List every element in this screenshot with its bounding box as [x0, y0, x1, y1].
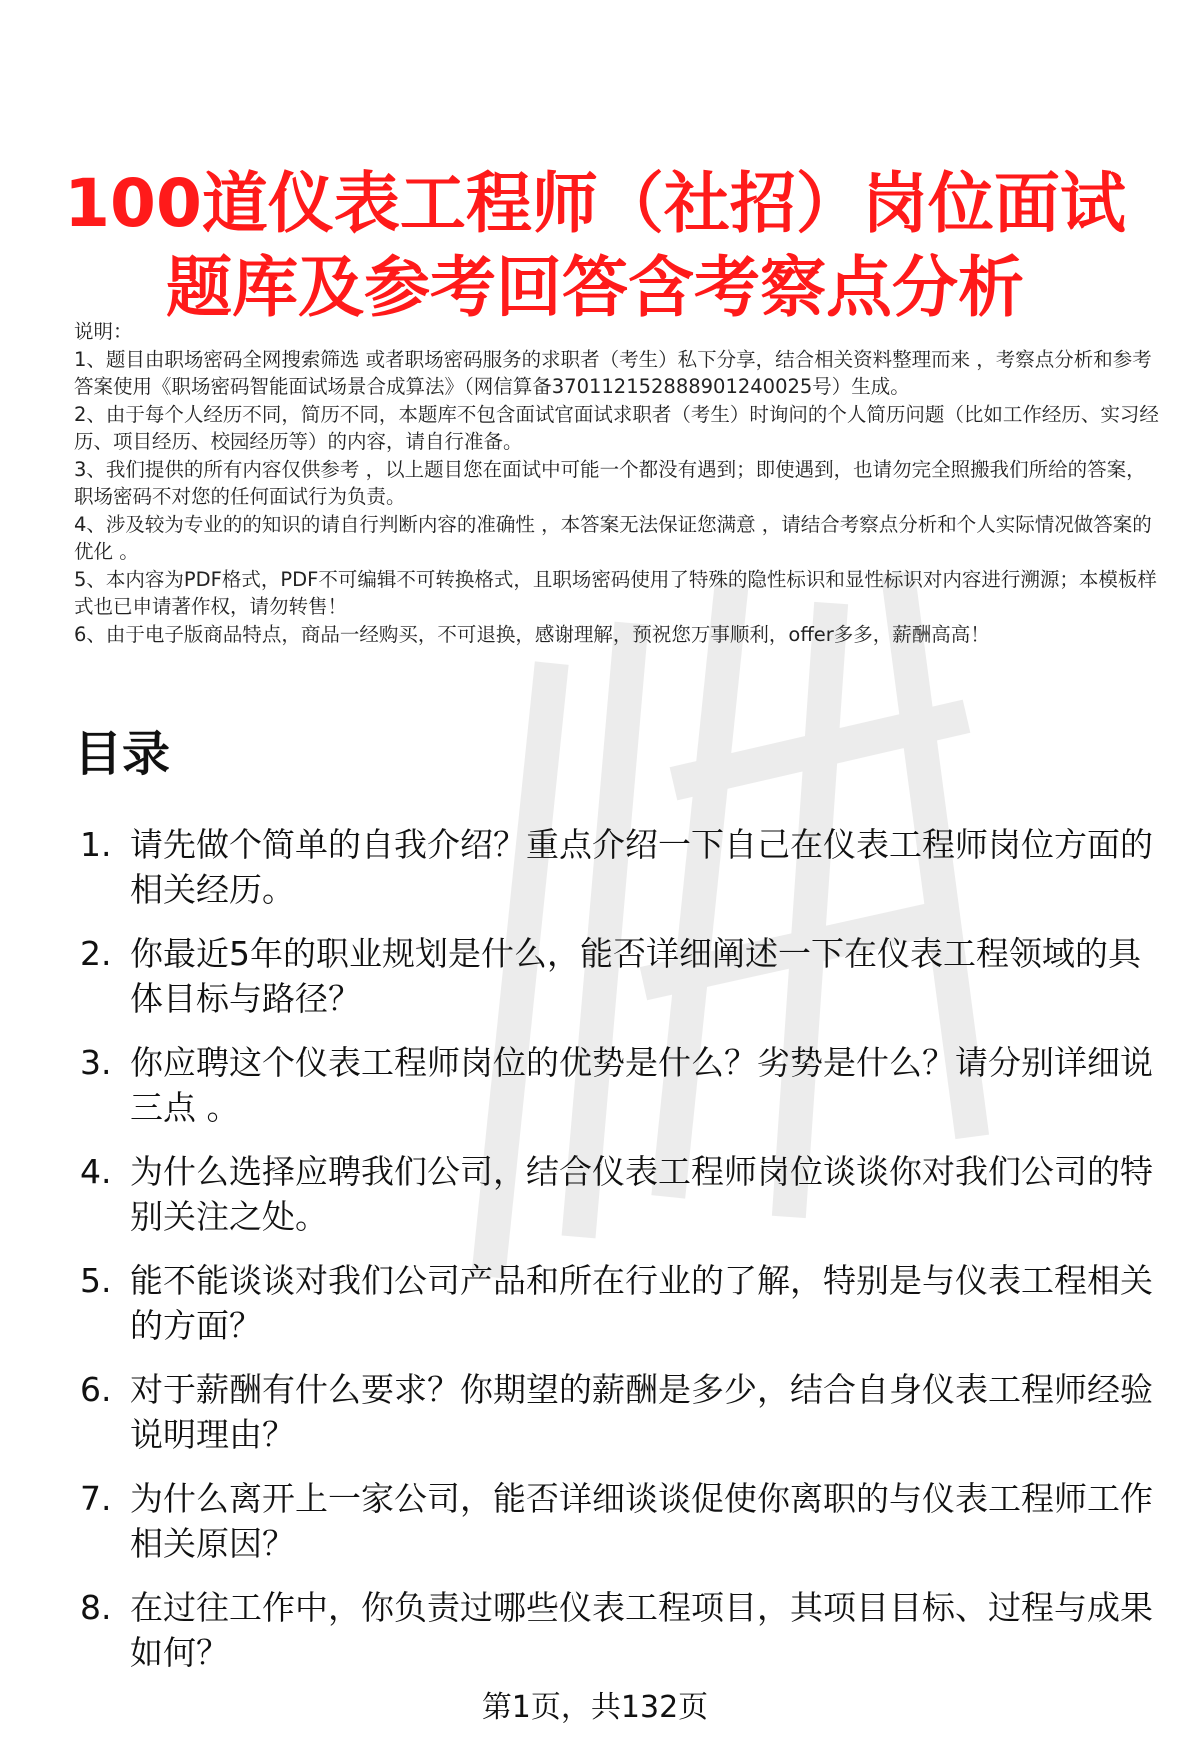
toc-item-number: 3.: [80, 1043, 112, 1082]
toc-item-text: 你应聘这个仪表工程师岗位的优势是什么？劣势是什么？请分别详细说三点 。: [130, 1043, 1153, 1127]
instruction-item-3: 3、我们提供的所有内容仅供参考 ，以上题目您在面试中可能一个都没有遇到；即使遇到，也请勿完全照搬我们所给的答案，职场密码不对您的任何面试行为负责。: [74, 457, 1146, 508]
instructions-heading: 说明：: [74, 320, 133, 343]
instructions-block: [74, 318, 1164, 648]
toc-item-text: 请先做个简单的自我介绍？重点介绍一下自己在仪表工程师岗位方面的相关经历。: [130, 825, 1153, 909]
title-line-1: 100道仪表工程师（社招）岗位面试: [64, 165, 1126, 243]
toc-item-text: 对于薪酬有什么要求？你期望的薪酬是多少，结合自身仪表工程师经验说明理由？: [130, 1370, 1153, 1454]
instruction-item-1: 1、题目由职场密码全网搜索筛选 或者职场密码服务的求职者（考生）私下分享，结合相关资料整理而来 ，考察点分析和参考答案使用《职场密码智能面试场景合成算法》（网信算备370112152888901240025号）生成。: [74, 347, 1152, 398]
toc-item[interactable]: [74, 822, 1166, 912]
document-title: [0, 162, 1190, 330]
toc-item-number: 4.: [80, 1152, 112, 1191]
toc-item-text: 能不能谈谈对我们公司产品和所在行业的了解，特别是与仪表工程相关的方面？: [130, 1261, 1153, 1345]
toc-item-number: 8.: [80, 1588, 112, 1627]
toc-item-number: 5.: [80, 1261, 112, 1300]
toc-item-number: 2.: [80, 934, 112, 973]
instruction-item-2: 2、由于每个人经历不同，简历不同，本题库不包含面试官面试求职者（考生）时询问的个人简历问题（比如工作经历、实习经历、项目经历、校园经历等）的内容，请自行准备。: [74, 402, 1159, 453]
instruction-item-4: 4、涉及较为专业的的知识的请自行判断内容的准确性 ，本答案无法保证您满意 ，请结合考察点分析和个人实际情况做答案的优化 。: [74, 512, 1152, 563]
toc-item[interactable]: [74, 1040, 1166, 1130]
toc-list: [74, 822, 1166, 1694]
toc-item-text: 为什么离开上一家公司，能否详细谈谈促使你离职的与仪表工程师工作相关原因？: [130, 1479, 1153, 1563]
toc-item[interactable]: [74, 1149, 1166, 1239]
toc-item[interactable]: [74, 931, 1166, 1021]
title-line-2: 题库及参考回答含考察点分析: [166, 249, 1024, 327]
toc-item-number: 6.: [80, 1370, 112, 1409]
toc-item[interactable]: [74, 1476, 1166, 1566]
toc-item-number: 1.: [80, 825, 112, 864]
toc-item-text: 在过往工作中，你负责过哪些仪表工程项目，其项目目标、过程与成果如何？: [130, 1588, 1153, 1672]
page-number: 第1页，共132页: [481, 1690, 709, 1725]
toc-item-text: 你最近5年的职业规划是什么，能否详细阐述一下在仪表工程领域的具体目标与路径？: [130, 934, 1141, 1018]
instruction-item-6: 6、由于电子版商品特点，商品一经购买，不可退换，感谢理解，预祝您万事顺利，offer多多，薪酬高高！: [74, 622, 990, 646]
toc-item[interactable]: [74, 1367, 1166, 1457]
toc-heading: 目录: [74, 726, 171, 782]
toc-item-text: 为什么选择应聘我们公司，结合仪表工程师岗位谈谈你对我们公司的特别关注之处。: [130, 1152, 1153, 1236]
toc-item-number: 7.: [80, 1479, 112, 1518]
instruction-item-5: 5、本内容为PDF格式，PDF不可编辑不可转换格式，且职场密码使用了特殊的隐性标识和显性标识对内容进行溯源；本模板样式也已申请著作权，请勿转售！: [74, 567, 1157, 618]
toc-item[interactable]: [74, 1258, 1166, 1348]
toc-item[interactable]: [74, 1585, 1166, 1675]
